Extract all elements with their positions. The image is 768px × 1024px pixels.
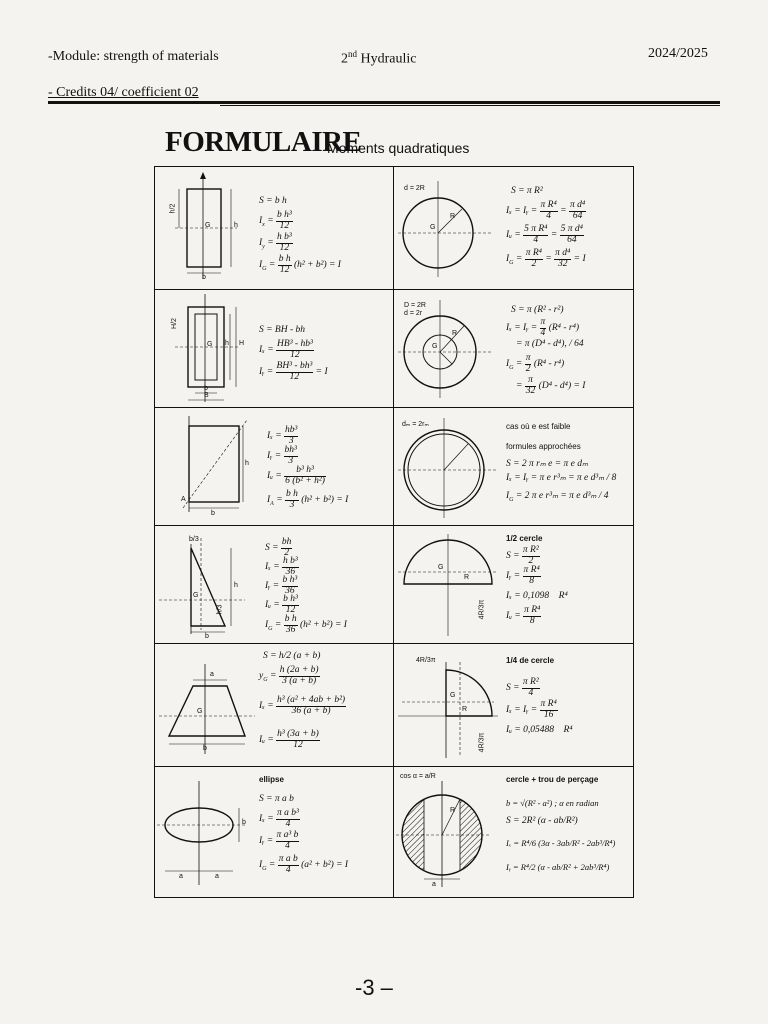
drilled-circle-ix-symbol: I bbox=[506, 838, 509, 848]
class-number: 2 bbox=[341, 51, 348, 67]
cell-thin-ring bbox=[394, 408, 633, 526]
circle-label-g: G bbox=[430, 224, 436, 231]
drilled-circle-label-r: R bbox=[450, 807, 456, 814]
rect-ix-sub: x bbox=[262, 222, 265, 229]
ellipse-ig: $I_G$ = $\frac{\text{π a b}}{4}$ (a² + b²) = I bbox=[259, 854, 349, 875]
credits-label: - Credits 04/ coefficient 02 bbox=[48, 85, 199, 100]
ellipse-note: ellipse bbox=[259, 775, 284, 784]
cell-half-circle bbox=[394, 526, 633, 644]
formulaire-subtitle: Moments quadratiques bbox=[327, 140, 470, 156]
drilled-circle-iy-symbol: I bbox=[506, 862, 509, 872]
rect-iy-symbol: I bbox=[259, 238, 263, 249]
module-label: -Module: strength of materials bbox=[48, 49, 219, 64]
drilled-circle-ix-eq: R⁴/6 (3α - 3ab/R² - 2ab³/R⁴) bbox=[521, 838, 616, 848]
rect-ig-symbol: I bbox=[259, 260, 263, 271]
half-circle-iy: Iᵧ = $\frac{\text{π R⁴}}{8}$ bbox=[506, 565, 540, 586]
drilled-circle-note: cercle + trou de perçage bbox=[506, 775, 599, 784]
rect-diag-iu-den: 6 (b² + h²) bbox=[285, 475, 325, 486]
triangle-iy-den: 36 bbox=[285, 585, 295, 596]
thin-ring-ix-den: 8 bbox=[611, 473, 617, 483]
annulus-ig2-num: π bbox=[525, 376, 537, 387]
triangle-ig-rest: (h² + b²) = I bbox=[299, 620, 347, 631]
annulus-ig2-rest: (D⁴ - d⁴) = I bbox=[538, 381, 586, 392]
cell-quarter-circle bbox=[394, 644, 633, 767]
rect-iy-num: h b³ bbox=[277, 232, 292, 242]
circle-iu-num2: 5 π d⁴ bbox=[560, 224, 583, 234]
circle-ix-den: 4 bbox=[546, 210, 552, 221]
rect-diag-iy: Iᵧ = $\frac{\text{bh³}}{3}$ bbox=[267, 445, 297, 466]
cell-annulus bbox=[394, 290, 633, 408]
year-label: 2024/2025 bbox=[648, 46, 708, 61]
page-number: -3 – bbox=[355, 975, 393, 1000]
circle-ix-num2: π d⁴ bbox=[569, 200, 586, 210]
drilled-circle-iy: Iᵧ = R⁴/2 (α - ab/R² + 2ab³/R⁴) bbox=[506, 862, 610, 872]
rect-diag-iu: Iᵤ = $\frac{\text{b³ h³}}{\text{6 (b² + h²)}}$ bbox=[267, 465, 325, 486]
drilled-circle-ix: Iₓ = R⁴/6 (3α - 3ab/R² - 2ab³/R⁴) bbox=[506, 838, 616, 848]
annulus-label-d: d = 2r bbox=[404, 310, 423, 317]
rect-diag-ia-den: 3 bbox=[289, 499, 295, 510]
trapezoid-iu: Iᵤ = $\frac{\text{h³ (3a + b)}}{12}$ bbox=[259, 729, 319, 750]
annulus-ix-rest: (R⁴ - r⁴) bbox=[548, 323, 580, 334]
triangle-ig: $I_G$ = $\frac{\text{b h}}{36}$ (h² + b²) = I bbox=[265, 614, 347, 635]
circle-ig-rest: = I bbox=[573, 254, 586, 265]
ellipse-iy: Iᵧ = $\frac{\text{π a³ b}}{4}$ bbox=[259, 830, 299, 851]
triangle-ig-den: 36 bbox=[285, 624, 296, 635]
hollow-rect-label-g: G bbox=[207, 341, 213, 348]
ellipse-label-a2: a bbox=[215, 873, 219, 880]
drilled-circle-label-a: a bbox=[432, 881, 436, 888]
drilled-circle-area: S = 2R² (α - ab/R²) bbox=[506, 816, 578, 826]
drilled-circle-iy-eq: R⁴/2 (α - ab/R² + 2ab³/R⁴) bbox=[520, 862, 610, 872]
rect-iy-den: 12 bbox=[279, 242, 290, 253]
ellipse-ig-den: 4 bbox=[285, 864, 291, 875]
half-circle-note: 1/2 cercle bbox=[506, 534, 543, 543]
quarter-circle-label-43: 4R/3π bbox=[478, 732, 486, 753]
quarter-circle-label-g: G bbox=[450, 692, 456, 699]
rect-iy-formula: $I_y$ = $\frac{\text{h b³}}{12}$ bbox=[259, 232, 292, 253]
drilled-circle-diagram bbox=[394, 767, 633, 897]
rect-label-g: G bbox=[205, 222, 211, 229]
trapezoid-iu-den: 12 bbox=[293, 739, 303, 750]
rect-diag-ia-num: b h bbox=[286, 489, 298, 499]
rect-label-h: h bbox=[234, 222, 238, 229]
half-circle-iu: Iᵤ = $\frac{\text{π R⁴}}{8}$ bbox=[506, 605, 541, 626]
circle-area-formula: S = π R² bbox=[511, 186, 543, 196]
trapezoid-area: S = h/2 (a + b) bbox=[263, 651, 321, 661]
cell-ellipse bbox=[155, 767, 394, 897]
rect-ix-num: b h³ bbox=[277, 210, 292, 220]
triangle-iy: Iᵧ = $\frac{\text{b h³}}{36}$ bbox=[265, 575, 298, 596]
trapezoid-ix: Iₓ = $\frac{\text{h³ (a² + 4ab + b²)}}{36 (a + b)}$ bbox=[259, 695, 346, 716]
triangle-iu-den: 12 bbox=[285, 604, 296, 615]
ellipse-area: S = π a b bbox=[259, 794, 294, 804]
rect-diag-ix: Iₓ = $\frac{\text{hb³}}{3}$ bbox=[267, 425, 298, 446]
circle-iu-formula: Iᵤ = $\frac{\text{5 π R⁴}}{4}$ = $\frac{\text{5 π d⁴}}{64}$ bbox=[506, 224, 583, 245]
thin-ring-label-d: dₘ = 2rₘ bbox=[402, 421, 429, 428]
annulus-ix2-text: = π (D⁴ - d⁴), bbox=[516, 339, 567, 349]
circle-label-d: d = 2R bbox=[404, 185, 425, 192]
formula-table bbox=[154, 166, 634, 898]
rect-diag-iy-num: bh³ bbox=[284, 445, 297, 455]
rect-diag-label-a: A bbox=[181, 496, 186, 503]
half-circle-ix: Iₓ = 0,1098 R⁴ bbox=[506, 591, 568, 601]
half-circle-area-den: 2 bbox=[528, 555, 534, 566]
half-circle-iy-den: 8 bbox=[529, 575, 535, 586]
cell-drilled-circle bbox=[394, 767, 633, 897]
hollow-rect-ix-num: HB³ - hb³ bbox=[277, 339, 313, 349]
rect-ig-num: b h bbox=[278, 254, 291, 264]
rect-label-h2: h/2 bbox=[169, 203, 177, 214]
hollow-rect-label-bb: B bbox=[204, 392, 209, 399]
circle-iu-num: 5 π R⁴ bbox=[524, 224, 548, 234]
cell-trapezoid bbox=[155, 644, 394, 767]
quarter-circle-label-43-top: 4R/3π bbox=[416, 657, 436, 664]
drilled-circle-b: b = √(R² - a²) ; α en radian bbox=[506, 798, 599, 808]
hollow-rect-label-h: h bbox=[225, 340, 229, 347]
rect-ig-rest: (h² + b²) = I bbox=[293, 260, 341, 271]
rect-ix-formula: $I_x$ = $\frac{\text{b h³}}{12}$ bbox=[259, 210, 292, 231]
thin-ring-note-1: cas où e est faible bbox=[506, 422, 571, 431]
class-name: Hydraulic bbox=[357, 51, 417, 67]
half-circle-iy-num: π R⁴ bbox=[523, 565, 540, 575]
triangle-label-h3: h/3 bbox=[216, 604, 224, 615]
circle-ig-den: 2 bbox=[531, 258, 537, 269]
half-circle-ix-val: = 0,1098 bbox=[514, 591, 550, 601]
ellipse-label-b: b bbox=[242, 819, 246, 826]
ellipse-ix-den: 4 bbox=[285, 818, 291, 829]
quarter-circle-label-r: R bbox=[462, 706, 468, 713]
quarter-circle-area-num: π R² bbox=[522, 677, 539, 687]
thin-ring-area: S = 2 π rₘ e = π e dₘ bbox=[506, 459, 588, 469]
triangle-label-g: G bbox=[193, 592, 199, 599]
rect-ig-formula: $I_G$ = $\frac{\text{b h}}{12}$ (h² + b²) = I bbox=[259, 254, 341, 275]
annulus-ig-num: π bbox=[525, 353, 531, 363]
rect-diag-ia-rest: (h² + b²) = I bbox=[301, 495, 349, 506]
header-rule-thick bbox=[48, 101, 720, 104]
half-circle-label-43: 4R/3π bbox=[478, 599, 486, 620]
quarter-circle-area: S = $\frac{\text{π R²}}{4}$ bbox=[506, 677, 539, 698]
trapezoid-label-g: G bbox=[197, 708, 203, 715]
rect-diag-label-h: h bbox=[245, 460, 249, 467]
rect-diag-iu-num: b³ h³ bbox=[284, 466, 326, 477]
circle-iu-den: 4 bbox=[533, 234, 539, 245]
half-circle-iu-num: π R⁴ bbox=[524, 605, 541, 615]
hollow-rect-iy-rest: = I bbox=[315, 367, 328, 378]
cell-rectangle bbox=[155, 167, 394, 290]
thin-ring-ig-den: 4 bbox=[603, 491, 609, 501]
annulus-area: S = π (R² - r²) bbox=[511, 305, 564, 315]
ellipse-label-a1: a bbox=[179, 873, 183, 880]
rect-diag-ia: $I_A$ = $\frac{\text{b h}}{3}$ (h² + b²) = I bbox=[267, 489, 349, 510]
rect-label-b: b bbox=[202, 274, 206, 281]
annulus-ix2: = π (D⁴ - d⁴), / 64 bbox=[516, 339, 584, 349]
annulus-label-g: G bbox=[432, 343, 438, 350]
triangle-ig-num: b h bbox=[284, 614, 297, 624]
triangle-ix-num: h b³ bbox=[283, 556, 298, 566]
ellipse-ig-rest: (a² + b²) = I bbox=[301, 860, 349, 871]
circle-ig-den2: 32 bbox=[557, 258, 568, 269]
trapezoid-ix-num: h³ (a² + 4ab + b²) bbox=[277, 695, 346, 705]
circle-iu-den2: 64 bbox=[567, 234, 577, 245]
annulus-ix: Iₓ = Iᵧ = $\frac{\pi}{4}$ (R⁴ - r⁴) bbox=[506, 317, 580, 338]
triangle-label-b3: b/3 bbox=[189, 536, 199, 543]
triangle-label-b: b bbox=[205, 633, 209, 640]
hollow-rect-iy: Iᵧ = $\frac{\text{BH³ - bh³}}{12}$ = I bbox=[259, 361, 328, 382]
half-circle-iu-den: 8 bbox=[529, 615, 535, 626]
quarter-circle-area-den: 4 bbox=[528, 687, 534, 698]
annulus-ig-rest: (R⁴ - r⁴) bbox=[533, 359, 565, 370]
thin-ring-ig-symbol: I bbox=[506, 491, 510, 501]
hollow-rect-label-b: b bbox=[204, 385, 208, 392]
trapezoid-yg-num: h (2a + b) bbox=[279, 665, 319, 675]
formulaire-title: FORMULAIRE bbox=[165, 126, 362, 158]
triangle-area-num: bh bbox=[281, 537, 292, 547]
rect-diag-label-b: b bbox=[211, 510, 215, 517]
trapezoid-iu-num: h³ (3a + b) bbox=[277, 729, 319, 739]
rect-diag-ix-num: hb³ bbox=[285, 425, 298, 435]
trapezoid-ix-den: 36 (a + b) bbox=[291, 705, 331, 716]
quarter-circle-iu-val: = 0,05488 bbox=[514, 725, 554, 735]
hollow-rect-label-h2: H/2 bbox=[170, 318, 178, 329]
half-circle-area-num: π R² bbox=[522, 545, 539, 555]
circle-ig-num: π R⁴ bbox=[525, 248, 542, 258]
ellipse-ix-num: π a b³ bbox=[277, 808, 299, 818]
hollow-rect-label-hh: H bbox=[239, 340, 245, 347]
cell-rectangle-diagonal bbox=[155, 408, 394, 526]
annulus-ix-symbol: I bbox=[506, 323, 510, 334]
triangle-ix-den: 36 bbox=[285, 566, 296, 577]
class-suffix: nd bbox=[348, 49, 357, 59]
half-circle-label-g: G bbox=[438, 564, 444, 571]
circle-ix-formula: Iₓ = Iᵧ = $\frac{\text{π R⁴}}{4}$ = $\frac{\text{π d⁴}}{64}$ bbox=[506, 200, 586, 221]
circle-ig-num2: π d⁴ bbox=[555, 248, 571, 258]
quarter-circle-iu: Iᵤ = 0,05488 R⁴ bbox=[506, 725, 573, 735]
triangle-ix: Iₓ = $\frac{\text{h b³}}{36}$ bbox=[265, 556, 298, 577]
thin-ring-ix-eq: = π e r³ₘ = π e d³ₘ bbox=[530, 473, 605, 483]
rect-ix-den: 12 bbox=[279, 220, 290, 231]
triangle-area-den: 2 bbox=[284, 547, 290, 558]
thin-ring-ix-symbol: I bbox=[506, 473, 510, 483]
cell-triangle bbox=[155, 526, 394, 644]
annulus-ig: $I_G$ = $\frac{\pi}{2}$ (R⁴ - r⁴) bbox=[506, 353, 565, 374]
rect-diag-ix-den: 3 bbox=[288, 435, 294, 446]
quarter-circle-ix-den: 16 bbox=[543, 709, 554, 720]
annulus-label-dd: D = 2R bbox=[404, 302, 426, 309]
hollow-rect-ix: Iₓ = $\frac{\text{HB³ - hb³}}{12}$ bbox=[259, 339, 313, 360]
thin-ring-note-2: formules approchées bbox=[506, 442, 581, 451]
annulus-label-r: R bbox=[452, 330, 458, 337]
ellipse-ix: Iₓ = $\frac{\text{π a b³}}{4}$ bbox=[259, 808, 299, 829]
circle-ix-symbol: I bbox=[506, 206, 510, 217]
half-circle-ix-unit: R⁴ bbox=[558, 591, 568, 601]
trapezoid-label-b: b bbox=[203, 745, 207, 752]
rect-diag-iy-den: 3 bbox=[288, 455, 294, 466]
thin-ring-ig: $I_G = 2$ π e r³ₘ = π e d³ₘ / 4 bbox=[506, 491, 609, 503]
hollow-rect-iy-den: 12 bbox=[289, 371, 300, 382]
annulus-ix-num: π bbox=[540, 317, 546, 327]
half-circle-label-r: R bbox=[464, 574, 470, 581]
rect-ig-den: 12 bbox=[279, 264, 290, 275]
quarter-circle-iu-unit: R⁴ bbox=[563, 725, 573, 735]
trapezoid-yg: $y_G$ = $\frac{h (2a + b)}{3 (a + b)}$ bbox=[259, 665, 319, 686]
hollow-rect-ix-den: 12 bbox=[290, 349, 300, 360]
hollow-rect-iy-num: BH³ - bh³ bbox=[276, 361, 313, 371]
thin-ring-ig-eq: = 2 π e r³ₘ = π e d³ₘ bbox=[515, 491, 597, 501]
quarter-circle-note: 1/4 de cercle bbox=[506, 656, 555, 665]
ellipse-iy-num: π a³ b bbox=[276, 830, 299, 840]
triangle-iu: Iᵤ = $\frac{\text{b h³}}{12}$ bbox=[265, 594, 298, 615]
annulus-ig-symbol: I bbox=[506, 359, 510, 370]
trapezoid-yg-den: 3 (a + b) bbox=[282, 675, 317, 686]
class-label bbox=[341, 49, 416, 68]
triangle-iu-num: b h³ bbox=[283, 594, 298, 604]
circle-ig-formula: $I_G$ = $\frac{\text{π R⁴}}{2}$ = $\frac{\text{π d⁴}}{32}$ = I bbox=[506, 248, 586, 269]
ellipse-ig-num: π a b bbox=[278, 854, 298, 864]
cell-circle bbox=[394, 167, 633, 290]
circle-ix-num: π R⁴ bbox=[540, 200, 557, 210]
trapezoid-yg-symbol: y bbox=[259, 671, 264, 682]
triangle-iy-num: b h³ bbox=[282, 575, 298, 585]
triangle-area: S = $\frac{bh}{2}$ bbox=[265, 537, 292, 558]
triangle-label-h: h bbox=[234, 582, 238, 589]
quarter-circle-ix: Iₓ = Iᵧ = $\frac{\text{π R⁴}}{16}$ bbox=[506, 699, 557, 720]
cell-hollow-rectangle bbox=[155, 290, 394, 408]
thin-ring-ix: Iₓ = Iᵧ = π e r³ₘ = π e d³ₘ / 8 bbox=[506, 473, 617, 483]
quarter-circle-ix-num: π R⁴ bbox=[540, 699, 557, 709]
annulus-ig2: = $\frac{\pi}{32}$ (D⁴ - d⁴) = I bbox=[516, 375, 586, 396]
circle-ix-den2: 64 bbox=[572, 210, 583, 221]
drilled-circle-note-left: cos α = a/R bbox=[400, 773, 436, 780]
circle-label-r: R bbox=[450, 213, 456, 220]
annulus-ig2-den: 32 bbox=[525, 385, 536, 396]
annulus-ix2-den: 64 bbox=[574, 339, 584, 349]
rect-iy-sub: y bbox=[262, 244, 265, 251]
header-rule-thin bbox=[220, 105, 720, 106]
rect-ix-symbol: I bbox=[259, 216, 263, 227]
trapezoid-label-a: a bbox=[210, 671, 214, 678]
hollow-rect-area: S = BH - bh bbox=[259, 325, 305, 335]
rect-area-formula: S = b h bbox=[259, 196, 287, 206]
ellipse-iy-den: 4 bbox=[285, 840, 290, 851]
half-circle-area: S = $\frac{\text{π R²}}{2}$ bbox=[506, 545, 539, 566]
